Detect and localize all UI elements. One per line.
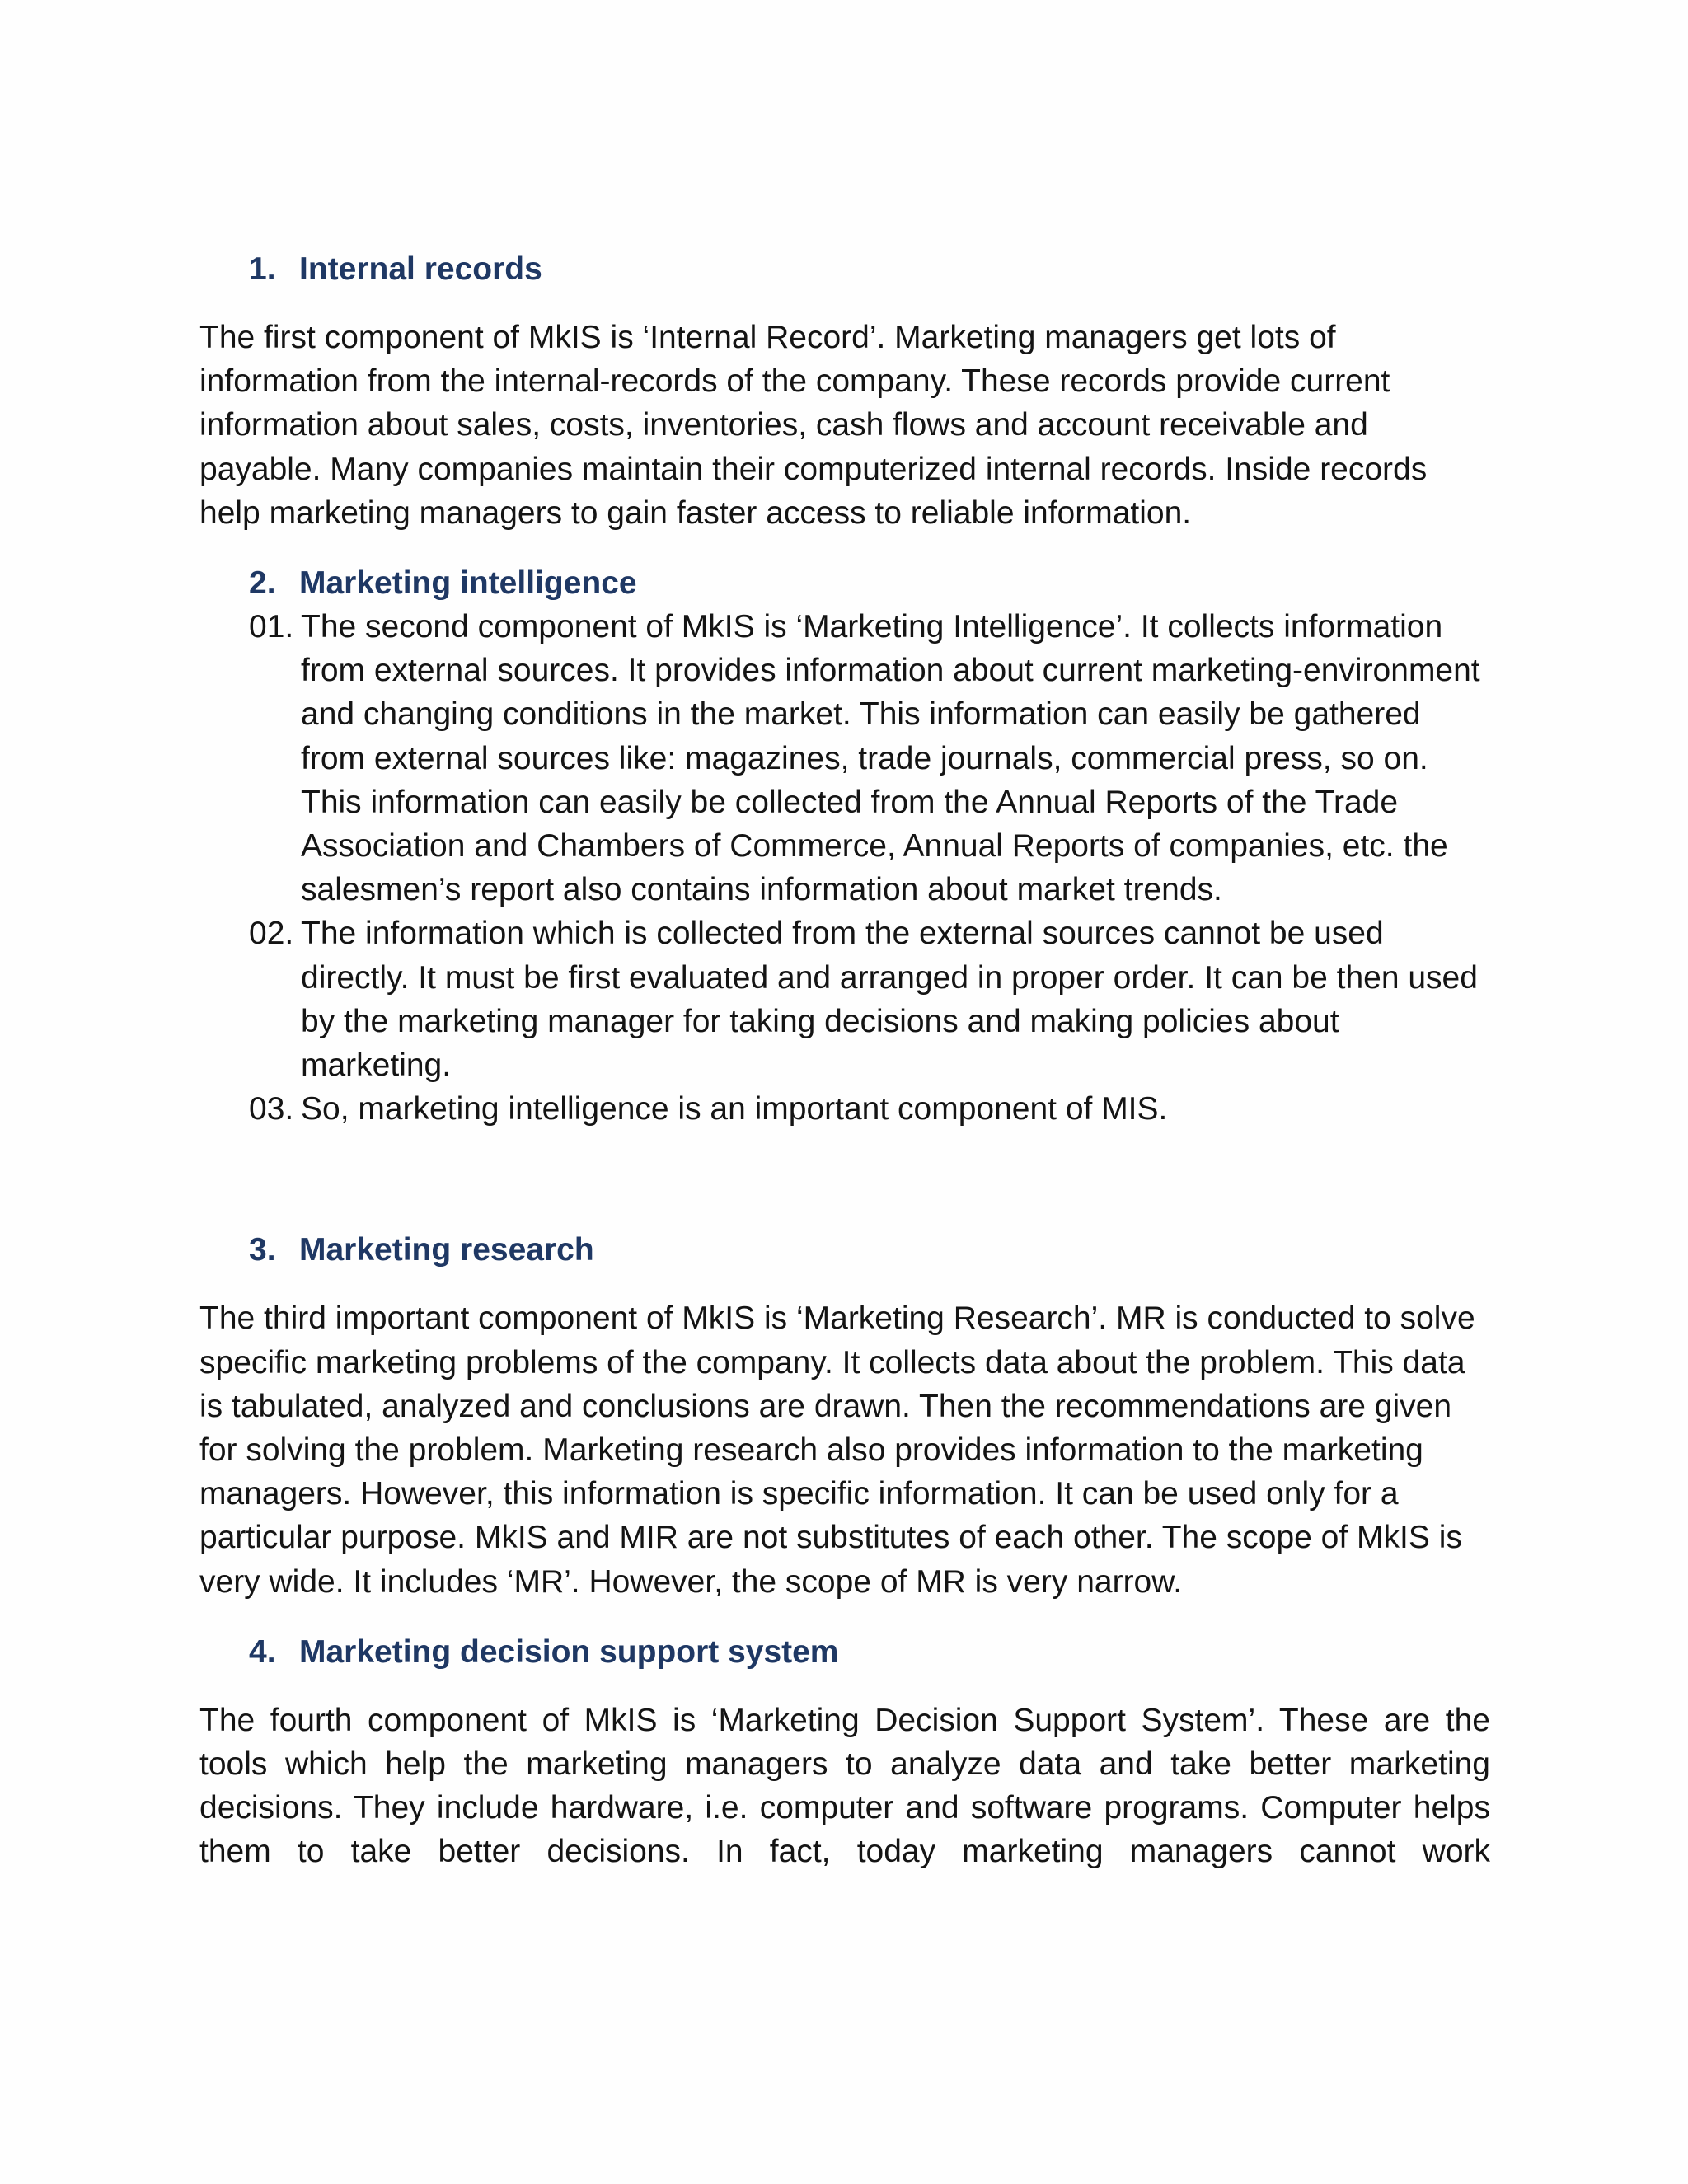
list-item-number: 01. xyxy=(249,609,294,645)
section-paragraph-internal-records: The first component of MkIS is ‘Internal Record’. Marketing managers get lots of information from the internal-records of the company. These records provide current information about sales, costs, inventories, cash flows and account receivable and payable. Many companies maintain their computerized internal records. Inside records help marketing managers to gain faster access to reliable information. xyxy=(199,320,1428,531)
marketing-intelligence-list xyxy=(249,605,1490,1131)
section-title: Marketing research xyxy=(299,1232,594,1268)
section-heading-marketing-decision-support-system xyxy=(249,1630,1490,1674)
list-item-text: So, marketing intelligence is an important component of MIS. xyxy=(301,1091,1168,1127)
list-item-number: 02. xyxy=(249,916,294,952)
list-item-text: The second component of MkIS is ‘Marketing Intelligence’. It collects information from external sources. It provides information about current marketing-environment and changing conditions in the market. This information can easily be gathered from external sources like: magazines, trade journals, commercial press, so on. This information can easily be collected from the Annual Reports of the Trade Association and Chambers of Commerce, Annual Reports of companies, etc. the salesmen’s report also contains information about market trends. xyxy=(301,609,1480,908)
section-number: 1. xyxy=(249,251,276,287)
list-item xyxy=(249,912,1490,1087)
section-heading-internal-records xyxy=(249,247,1490,291)
list-item-number: 03. xyxy=(249,1091,294,1127)
section-number: 3. xyxy=(249,1232,276,1268)
section-number: 2. xyxy=(249,565,276,602)
document-content xyxy=(199,247,1490,1874)
section-heading-marketing-research xyxy=(249,1228,1490,1272)
list-item xyxy=(249,1087,1490,1131)
section-title: Marketing intelligence xyxy=(299,565,637,602)
list-item-text: The information which is collected from the external sources cannot be used directly. It must be first evaluated and arranged in proper order. It can be then used by the marketing manager for taking decisions and making policies about marketing. xyxy=(301,916,1478,1084)
section-paragraph-marketing-research: The third important component of MkIS is ‘Marketing Research’. MR is conducted to solve specific marketing problems of the company. It collects data about the problem. This data is tabulated, analyzed and conclusions are drawn. Then the recommendations are given for solving the problem. Marketing research also provides information to the marketing managers. However, this information is specific information. It can be used only for a particular purpose. MkIS and MIR are not substitutes of each other. The scope of MkIS is very wide. It includes ‘MR’. However, the scope of MR is very narrow. xyxy=(199,1301,1475,1600)
section-heading-marketing-intelligence xyxy=(249,561,1490,605)
section-number: 4. xyxy=(249,1633,276,1670)
section-paragraph-marketing-decision-support-system: The fourth component of MkIS is ‘Marketing Decision Support System’. These are the tools which help the marketing managers to analyze data and take better marketing decisions. They include hardware, i.e. computer and software programs. Computer helps them to take better decisions. In fact, today marketing managers cannot work xyxy=(199,1702,1490,1870)
section-title: Marketing decision support system xyxy=(299,1633,839,1670)
list-item xyxy=(249,605,1490,912)
section-title: Internal records xyxy=(299,251,542,287)
